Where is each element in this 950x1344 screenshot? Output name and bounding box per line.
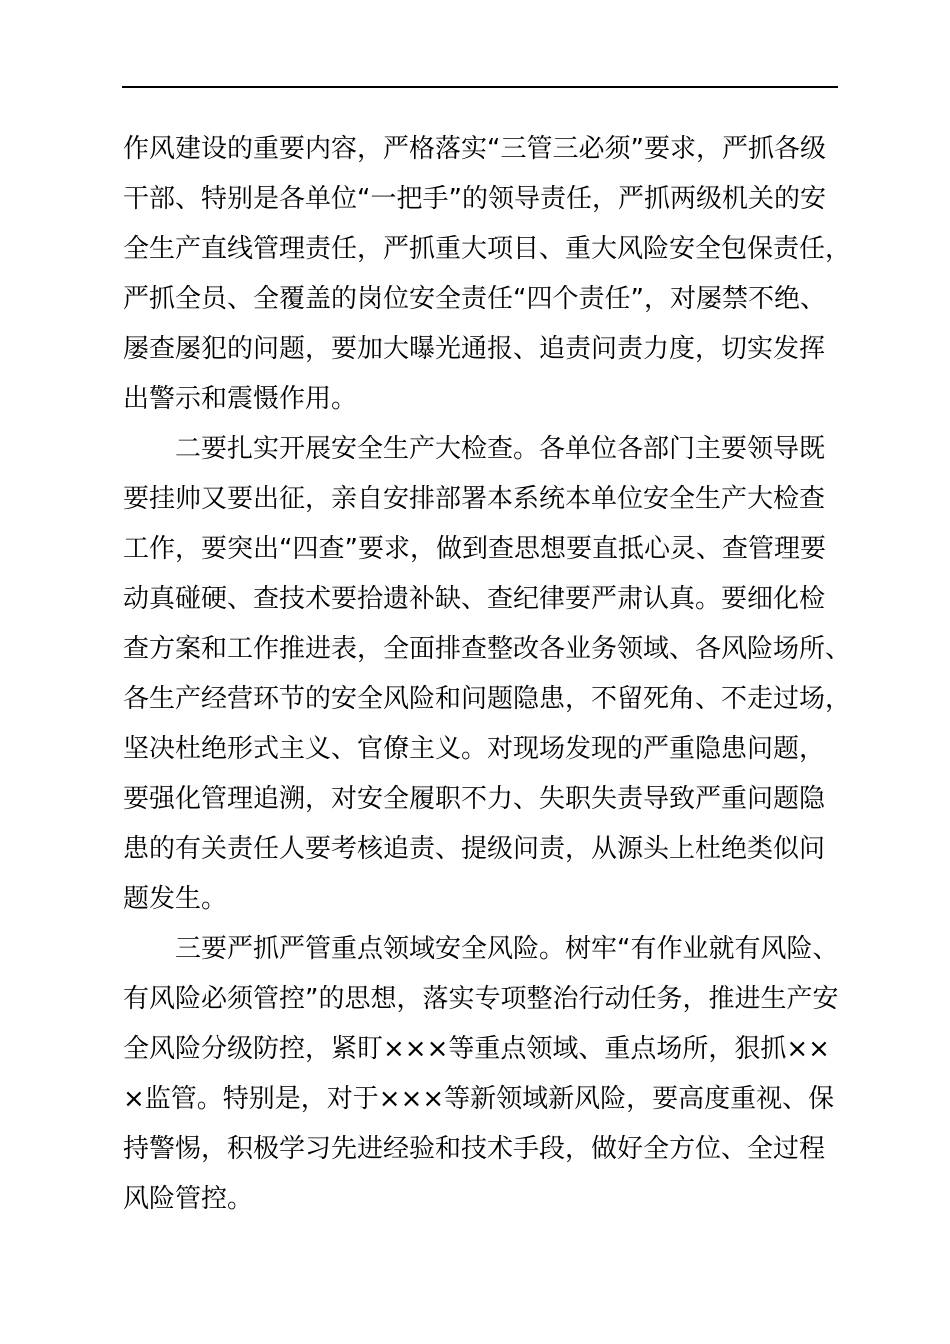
text-line: 全风险分级防控，紧盯×××等重点领域、重点场所，狠抓××	[123, 1034, 830, 1064]
text-line: 各生产经营环节的安全风险和问题隐患，不留死角、不走过场，	[123, 684, 852, 714]
text-line: 题发生。	[123, 884, 228, 914]
text-line: 二要扎实开展安全生产大检查。各单位各部门主要领导既	[175, 434, 826, 464]
paragraph	[123, 424, 863, 924]
paragraph	[123, 924, 863, 1224]
text-line: 查方案和工作推进表，全面排查整改各业务领域、各风险场所、	[123, 634, 852, 664]
paragraph	[123, 124, 863, 424]
text-line: 有风险必须管控”的思想，落实专项整治行动任务，推进生产安	[123, 984, 839, 1014]
text-line: 出警示和震慑作用。	[123, 384, 358, 414]
text-line: 屡查屡犯的问题，要加大曝光通报、追责问责力度，切实发挥	[123, 334, 826, 364]
text-line: ×监管。特别是，对于×××等新领域新风险，要高度重视、保	[123, 1084, 835, 1114]
header-rule	[122, 86, 838, 88]
text-line: 动真碰硬、查技术要拾遗补缺、查纪律要严肃认真。要细化检	[123, 584, 826, 614]
body-text	[123, 124, 863, 1224]
text-line: 坚决杜绝形式主义、官僚主义。对现场发现的严重隐患问题，	[123, 734, 826, 764]
text-line: 风险管控。	[123, 1184, 254, 1214]
text-line: 全生产直线管理责任，严抓重大项目、重大风险安全包保责任，	[123, 234, 852, 264]
text-line: 要强化管理追溯，对安全履职不力、失职失责导致严重问题隐	[123, 784, 826, 814]
text-line: 要挂帅又要出征，亲自安排部署本系统本单位安全生产大检查	[123, 484, 826, 514]
text-line: 三要严抓严管重点领域安全风险。树牢“有作业就有风险、	[175, 934, 839, 964]
text-line: 患的有关责任人要考核追责、提级问责，从源头上杜绝类似问	[123, 834, 826, 864]
text-line: 干部、特别是各单位“一把手”的领导责任，严抓两级机关的安	[123, 184, 826, 214]
text-line: 严抓全员、全覆盖的岗位安全责任“四个责任”，对屡禁不绝、	[123, 284, 826, 314]
text-line: 持警惕，积极学习先进经验和技术手段，做好全方位、全过程	[123, 1134, 826, 1164]
text-line: 作风建设的重要内容，严格落实“三管三必须”要求，严抓各级	[123, 134, 826, 164]
text-line: 工作，要突出“四查”要求，做到查思想要直抵心灵、查管理要	[123, 534, 826, 564]
